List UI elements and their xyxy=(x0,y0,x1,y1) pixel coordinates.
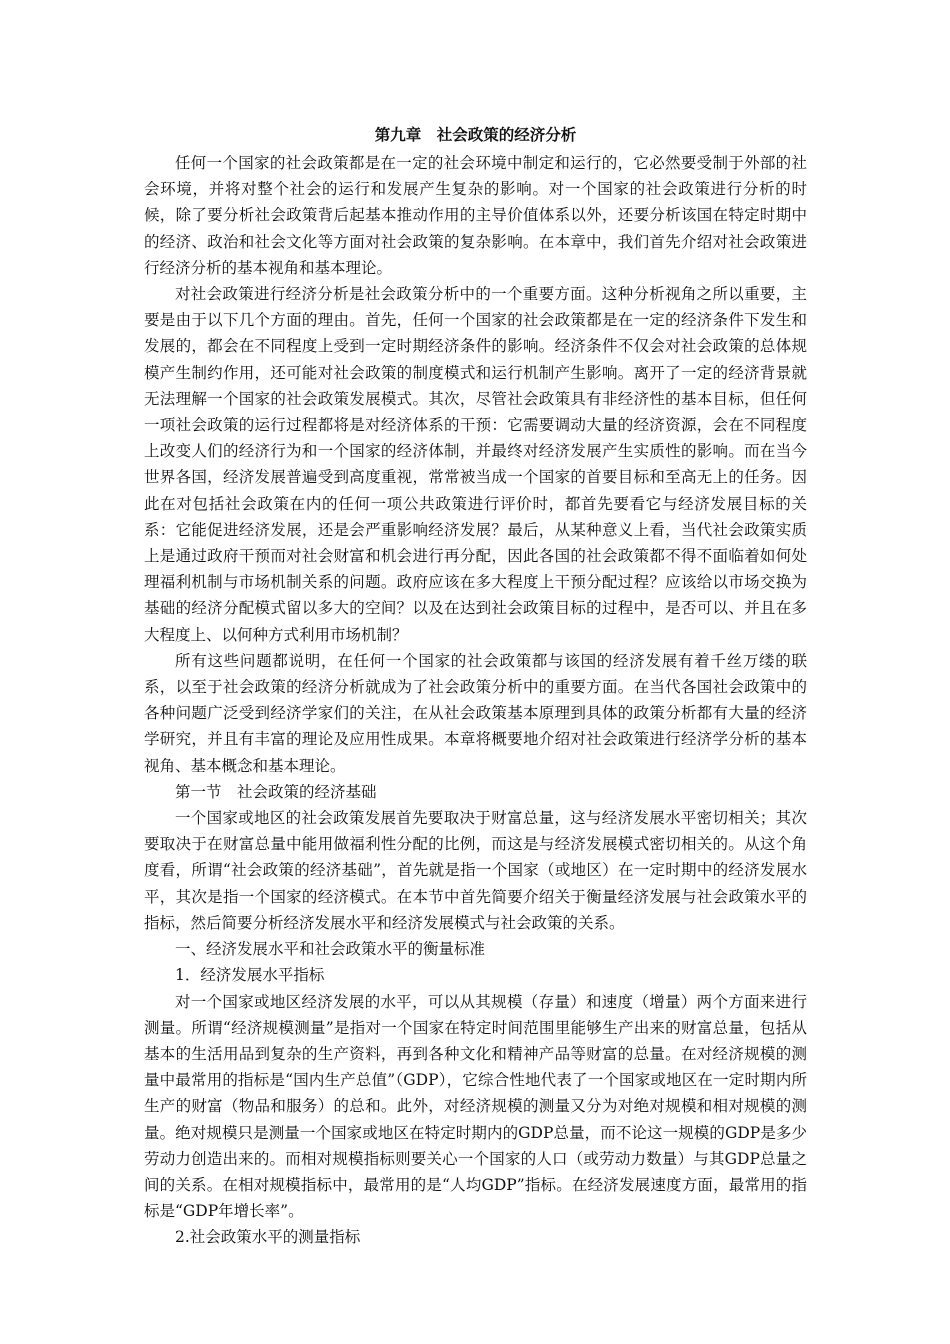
document-page xyxy=(144,122,807,1251)
subsection-heading: 一、经济发展水平和社会政策水平的衡量标准 xyxy=(175,940,486,959)
chapter-title: 第九章 社会政策的经济分析 xyxy=(374,126,577,144)
item-heading-policy-indicators: 2.社会政策水平的测量指标 xyxy=(175,1228,361,1247)
section-heading: 第一节 社会政策的经济基础 xyxy=(175,782,377,801)
paragraph-summary: 所有这些问题都说明，在任何一个国家的社会政策都与该国的经济发展有着千丝万缕的联系，以至于社会政策的经济分析就成为了社会政策分析中的重要方面。在当代各国社会政策中的各种问题广泛受到经济学家们的关注，在从社会政策基本原理到具体的政策分析都有大量的经济学研究，并且有丰富的理论及应用性成果。本章将概要地介绍对社会政策进行经济学分析的基本视角、基本概念和基本理论。 xyxy=(144,651,807,775)
paragraph-intro: 任何一个国家的社会政策都是在一定的社会环境中制定和运行的，它必然要受制于外部的社会环境，并将对整个社会的运行和发展产生复杂的影响。对一个国家的社会政策进行分析的时候，除了要分析社会政策背后起基本推动作用的主导价值体系以外，还要分析该国在特定时期中的经济、政治和社会文化等方面对社会政策的复杂影响。在本章中，我们首先介绍对社会政策进行经济分析的基本视角和基本理论。 xyxy=(144,154,807,277)
paragraph-measurement: 对一个国家或地区经济发展的水平，可以从其规模（存量）和速度（增量）两个方面来进行测量。所谓“经济规模测量”是指对一个国家在特定时间范围里能够生产出来的财富总量，包括从基本的生活用品到复杂的生产资料，再到各种文化和精神产品等财富的总量。在对经济规模的测量中最常用的指标是“国内生产总值”（GDP），它综合性地代表了一个国家或地区在一定时期内所生产的财富（物品和服务）的总和。此外，对经济规模的测量又分为对绝对规模和相对规模的测量。绝对规模只是测量一个国家或地区在特定时期内的GDP总量，而不论这一规模的GDP是多少劳动力创造出来的。而相对规模指标则要关心一个国家的人口（或劳动力数量）与其GDP总量之间的关系。在相对规模指标中，最常用的是“人均GDP”指标。在经济发展速度方面，最常用的指标是“GDP年增长率”。 xyxy=(144,992,807,1221)
paragraph-reasons: 对社会政策进行经济分析是社会政策分析中的一个重要方面。这种分析视角之所以重要，主要是由于以下几个方面的理由。首先，任何一个国家的社会政策都是在一定的经济条件下发生和发展的，都会在不同程度上受到一定时期经济条件的影响。经济条件不仅会对社会政策的总体规模产生制约作用，还可能对社会政策的制度模式和运行机制产生影响。离开了一定的经济背景就无法理解一个国家的社会政策发展模式。其次，尽管社会政策具有非经济性的基本目标，但任何一项社会政策的运行过程都将是对经济体系的干预：它需要调动大量的经济资源，会在不同程度上改变人们的经济行为和一个国家的经济体制，并最终对经济发展产生实质性的影响。而在当今世界各国，经济发展普遍受到高度重视，常常被当成一个国家的首要目标和至高无上的任务。因此在对包括社会政策在内的任何一项公共政策进行评价时，都首先要看它与经济发展目标的关系：它能促进经济发展，还是会严重影响经济发展？最后，从某种意义上看，当代社会政策实质上是通过政府干预而对社会财富和机会进行再分配，因此各国的社会政策都不得不面临着如何处理福利机制与市场机制关系的问题。政府应该在多大程度上干预分配过程？应该给以市场交换为基础的经济分配模式留以多大的空间？以及在达到社会政策目标的过程中，是否可以、并且在多大程度上、以何种方式利用市场机制？ xyxy=(144,285,807,644)
item-heading-economic-indicators: 1．经济发展水平指标 xyxy=(175,966,325,985)
paragraph-economic-basis: 一个国家或地区的社会政策发展首先要取决于财富总量，这与经济发展水平密切相关；其次要取决于在财富总量中能用做福利性分配的比例，而这是与经济发展模式密切相关的。从这个角度看，所谓“社会政策的经济基础”，首先就是指一个国家（或地区）在一定时期中的经济发展水平，其次是指一个国家的经济模式。在本节中首先简要介绍关于衡量经济发展与社会政策水平的指标，然后简要分析经济发展水平和经济发展模式与社会政策的关系。 xyxy=(144,809,807,932)
